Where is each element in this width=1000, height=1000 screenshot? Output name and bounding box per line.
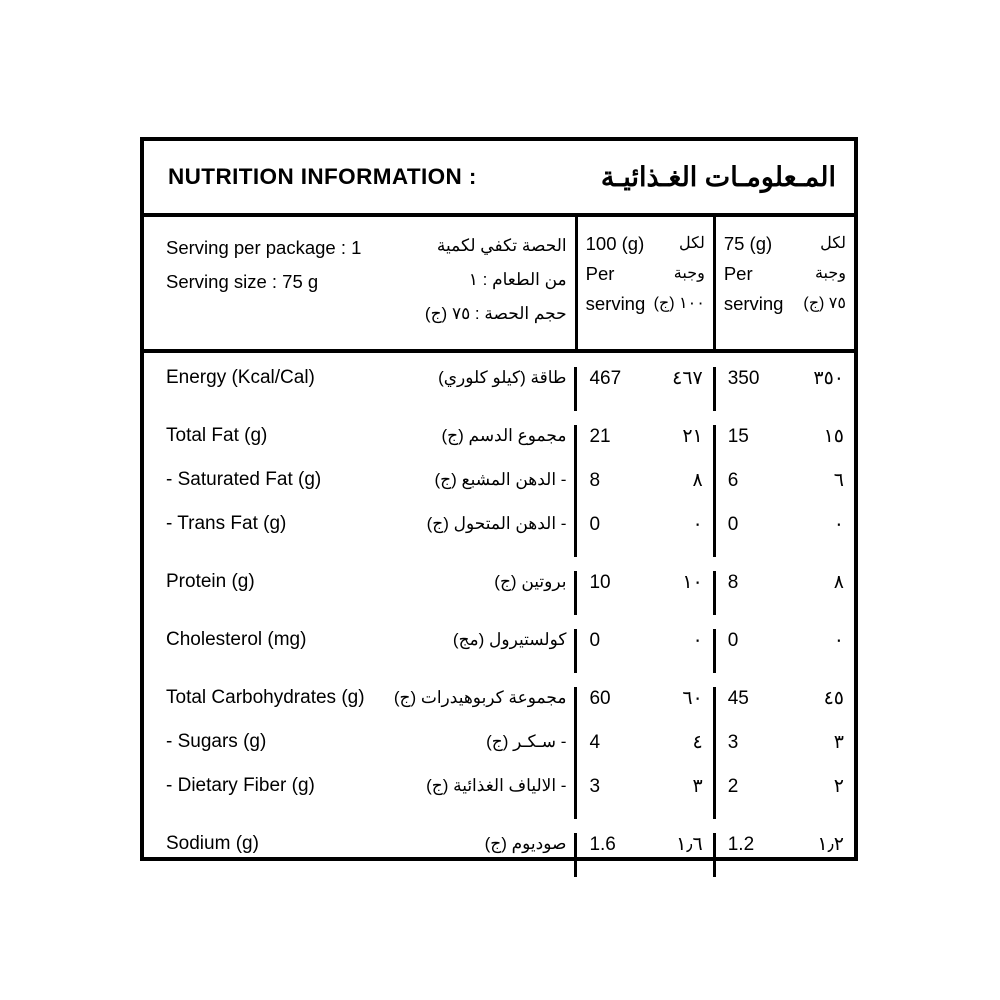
column-header-100g-arabic: [654, 229, 713, 349]
nutrient-value-75g-arabic: ٨: [833, 572, 844, 593]
nutrient-name-arabic: - الدهن المشبع (ج): [434, 470, 567, 489]
serving-per-package-arabic-line1: الحصة تكفي لكمية: [436, 236, 567, 255]
nutrient-name-cell: [144, 571, 577, 615]
serving-size-arabic: حجم الحصة : ٧٥ (ج): [424, 304, 567, 323]
nutrient-value-75g: [716, 731, 854, 775]
nutrient-value-75g-english: 15: [727, 426, 749, 447]
nutrient-value-100g-english: 60: [589, 688, 611, 709]
nutrient-value-75g-arabic: ٦: [833, 470, 844, 491]
nutrient-name-cell: [144, 469, 577, 513]
table-row: [144, 469, 854, 513]
nutrient-name-arabic: مجموعة كربوهيدرات (ج): [393, 688, 567, 707]
nutrient-name-english: Energy (Kcal/Cal): [166, 367, 315, 388]
nutrient-value-75g: [716, 775, 854, 819]
nutrient-value-100g: [577, 367, 715, 411]
nutrient-name-cell: [144, 731, 577, 775]
serving-info-row: [144, 217, 854, 353]
table-row: [144, 513, 854, 557]
nutrient-name-english: Sodium (g): [166, 833, 259, 854]
nutrient-value-75g-english: 8: [727, 572, 739, 593]
column-header-75g-amount: 75 (g): [723, 233, 773, 254]
nutrient-value-75g: [716, 425, 854, 469]
nutrient-value-75g-arabic: ٣: [833, 732, 844, 753]
nutrient-value-75g-english: 45: [727, 688, 749, 709]
nutrient-name-cell: [144, 367, 577, 411]
header-title-english: NUTRITION INFORMATION :: [168, 164, 477, 189]
serving-per-package-arabic-line2: من الطعام : ١: [468, 270, 567, 289]
nutrition-information-panel: [140, 137, 858, 861]
nutrient-name-arabic: صوديوم (ج): [484, 834, 567, 853]
nutrient-name-arabic: - الالياف الغذائية (ج): [426, 776, 567, 795]
nutrient-value-100g: [577, 833, 715, 877]
nutrient-value-75g: [716, 571, 854, 615]
table-row: [144, 687, 854, 731]
nutrient-value-75g: [716, 469, 854, 513]
nutrient-value-75g-english: 3: [727, 732, 739, 753]
nutrient-name-english: - Dietary Fiber (g): [166, 775, 315, 796]
nutrient-name-english: - Saturated Fat (g): [166, 469, 322, 490]
nutrient-value-100g-arabic: ٤٦٧: [672, 368, 703, 389]
nutrient-name-cell: [144, 629, 577, 673]
nutrient-value-100g-arabic: ١٠: [682, 572, 703, 593]
nutrient-value-75g-english: 2: [727, 776, 739, 797]
column-header-100g-amount: 100 (g): [585, 233, 645, 254]
nutrient-name-arabic: كولستيرول (مج): [452, 630, 567, 649]
nutrient-value-75g: [716, 687, 854, 731]
nutrient-value-75g-arabic: ٤٥: [823, 688, 844, 709]
nutrient-name-english: Protein (g): [166, 571, 255, 592]
nutrient-name-arabic: طاقة (كيلو كلوري): [438, 368, 567, 387]
nutrient-value-75g: [716, 513, 854, 557]
nutrient-name-cell: [144, 513, 577, 557]
nutrient-rows: [144, 367, 854, 871]
nutrient-value-100g: [577, 629, 715, 673]
nutrient-value-75g-arabic: ٢: [833, 776, 844, 797]
nutrient-name-arabic: - سـكـر (ج): [486, 732, 567, 751]
panel-header: [144, 141, 854, 217]
column-header-100g-serving: serving: [585, 293, 646, 314]
column-header-75g-arabic: [803, 229, 854, 349]
nutrient-name-cell: [144, 687, 577, 731]
table-row: [144, 775, 854, 819]
nutrient-value-100g-english: 21: [589, 426, 611, 447]
nutrient-value-75g: [716, 367, 854, 411]
nutrient-value-75g-english: 6: [727, 470, 739, 491]
column-header-75g-english: [716, 229, 784, 349]
nutrient-name-english: - Trans Fat (g): [166, 513, 287, 534]
table-row: [144, 833, 854, 877]
nutrient-name-cell: [144, 425, 577, 469]
nutrient-value-100g-arabic: ٠: [692, 514, 703, 535]
nutrient-value-75g: [716, 629, 854, 673]
nutrient-name-english: Total Carbohydrates (g): [166, 687, 365, 708]
nutrient-value-75g-arabic: ٠: [833, 514, 844, 535]
serving-info-arabic: [425, 229, 567, 331]
nutrient-value-75g: [716, 833, 854, 877]
table-row: [144, 367, 854, 411]
nutrient-value-100g: [577, 513, 715, 557]
nutrient-name-english: Total Fat (g): [166, 425, 268, 446]
table-row: [144, 425, 854, 469]
nutrient-name-cell: [144, 775, 577, 819]
nutrient-name-english: - Sugars (g): [166, 731, 267, 752]
nutrient-value-100g-arabic: ١٫٦: [676, 834, 703, 855]
column-header-75g-per: Per: [723, 263, 753, 284]
nutrient-value-100g-english: 8: [589, 470, 601, 491]
nutrient-value-75g-english: 350: [727, 368, 760, 389]
nutrient-value-100g-arabic: ٦٠: [682, 688, 703, 709]
column-header-75g-serving-arabic: ٧٥ (ج): [803, 295, 846, 312]
column-header-100g: [578, 217, 716, 349]
nutrient-value-75g-english: 0: [727, 630, 739, 651]
serving-size-english: Serving size : 75 g: [166, 271, 319, 292]
column-header-100g-per: Per: [585, 263, 615, 284]
column-header-100g-serving-arabic: ١٠٠ (ج): [653, 295, 705, 312]
nutrient-value-100g-english: 10: [589, 572, 611, 593]
table-row: [144, 731, 854, 775]
nutrient-value-75g-english: 1.2: [727, 834, 755, 855]
nutrient-value-100g-arabic: ٣: [692, 776, 703, 797]
nutrient-value-75g-arabic: ٣٥٠: [813, 368, 844, 389]
nutrient-value-100g-arabic: ٠: [692, 630, 703, 651]
column-header-75g-per-arabic: وجبة: [814, 265, 846, 282]
nutrient-value-75g-arabic: ١٥: [823, 426, 844, 447]
nutrient-value-100g-english: 467: [589, 368, 622, 389]
nutrient-value-100g-english: 0: [589, 514, 601, 535]
nutrient-value-100g: [577, 775, 715, 819]
header-title-arabic: المـعلومـات الغـذائيـة: [600, 161, 836, 192]
nutrient-name-arabic: بروتين (ج): [494, 572, 567, 591]
nutrient-value-100g-arabic: ٤: [692, 732, 703, 753]
column-header-75g-serving: serving: [723, 293, 784, 314]
nutrient-value-75g-english: 0: [727, 514, 739, 535]
nutrient-value-100g: [577, 425, 715, 469]
nutrient-value-75g-arabic: ١٫٢: [817, 834, 844, 855]
nutrient-value-100g-arabic: ٨: [692, 470, 703, 491]
nutrient-value-75g-arabic: ٠: [833, 630, 844, 651]
column-header-100g-per-arabic: وجبة: [673, 265, 705, 282]
nutrient-value-100g: [577, 571, 715, 615]
table-row: [144, 571, 854, 615]
serving-per-package-english: Serving per package : 1: [166, 237, 362, 258]
serving-info-cell: [144, 217, 578, 349]
column-header-75g: [716, 217, 854, 349]
nutrient-name-cell: [144, 833, 577, 877]
nutrient-value-100g-english: 4: [589, 732, 601, 753]
nutrient-value-100g-english: 0: [589, 630, 601, 651]
nutrient-value-100g: [577, 469, 715, 513]
table-row: [144, 629, 854, 673]
column-header-100g-english: [578, 229, 646, 349]
nutrient-value-100g: [577, 731, 715, 775]
column-header-75g-amount-arabic: لكل: [820, 235, 846, 252]
nutrient-value-100g-arabic: ٢١: [682, 426, 703, 447]
nutrient-name-arabic: - الدهن المتحول (ج): [426, 514, 567, 533]
column-header-100g-amount-arabic: لكل: [678, 235, 705, 252]
nutrient-value-100g: [577, 687, 715, 731]
nutrient-value-100g-english: 1.6: [589, 834, 616, 855]
nutrient-name-english: Cholesterol (mg): [166, 629, 307, 650]
nutrient-value-100g-english: 3: [589, 776, 601, 797]
nutrient-name-arabic: مجموع الدسم (ج): [441, 426, 567, 445]
